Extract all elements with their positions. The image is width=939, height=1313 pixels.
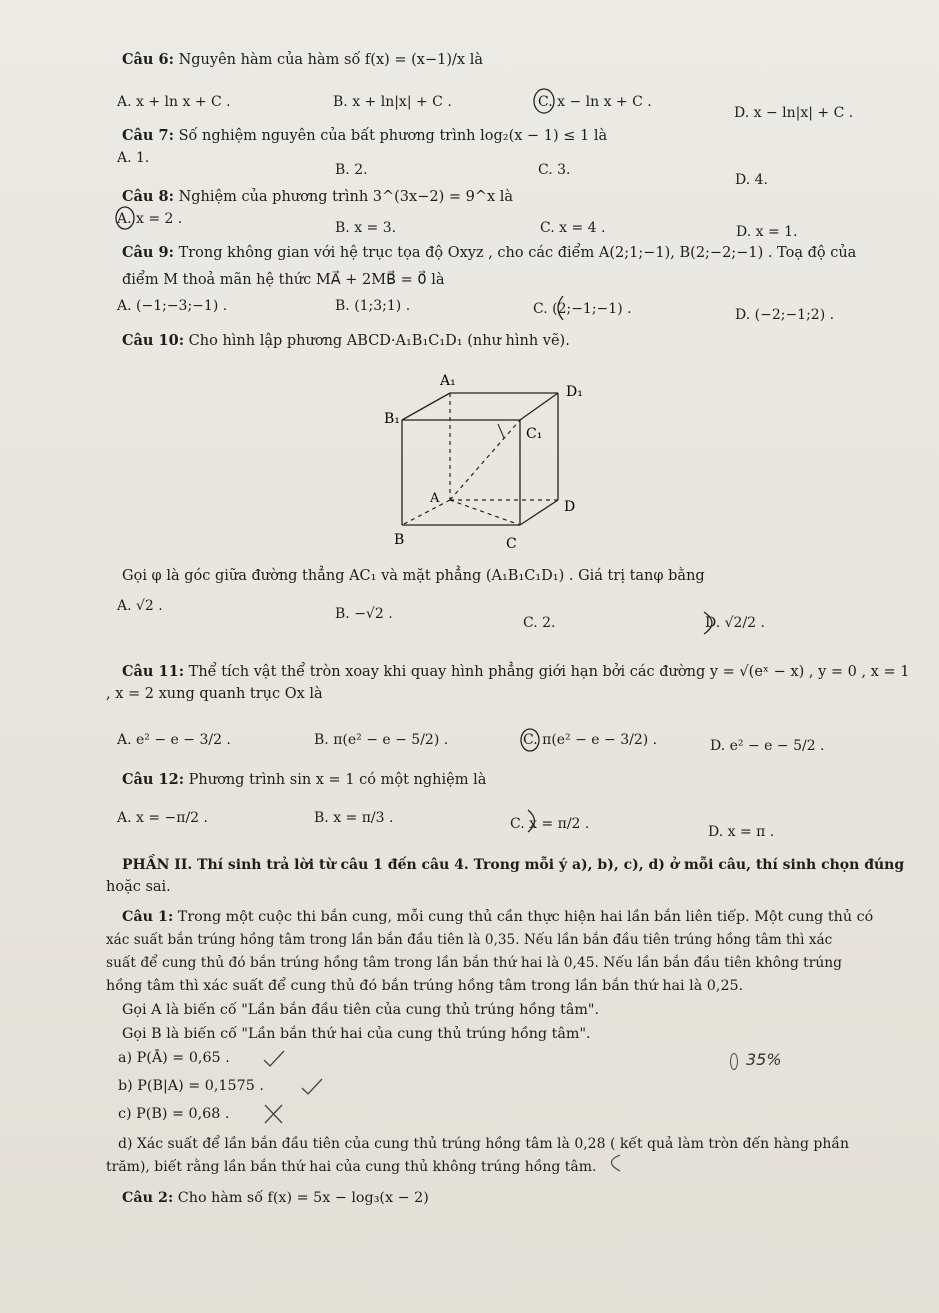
q11-stem-line2: , x = 2 xung quanh trục Ox là: [106, 686, 323, 702]
q10-option-b: B. −√2 .: [335, 606, 393, 622]
label-b1: B₁: [384, 411, 400, 427]
q8-option-c: C. x = 4 .: [540, 220, 606, 236]
q12-option-b: B. x = π/3 .: [314, 810, 394, 826]
handwritten-note: 35%: [730, 1050, 782, 1069]
q6-option-c: C. x − ln x + C .: [538, 94, 652, 110]
q12-stem: Câu 12: Phương trình sin x = 1 có một nghiệm là: [122, 771, 487, 788]
q9-option-b: B. (1;3;1) .: [335, 298, 411, 314]
p2q1-line3: suất để cung thủ đó bắn trúng hồng tâm trong lần bắn thứ hai là 0,45. Nếu lần bắn đầu tiên không trúng: [106, 955, 842, 971]
q8-option-b: B. x = 3.: [335, 220, 397, 236]
p2q1-line2: xác suất bắn trúng hồng tâm trong lần bắn đầu tiên là 0,35. Nếu lần bắn đầu tiên trúng hồng tâm thì xác: [106, 932, 833, 948]
q7-option-c: C. 3.: [538, 162, 571, 178]
q10-stem: Câu 10: Cho hình lập phương ABCD·A₁B₁C₁D₁ (như hình vẽ).: [122, 332, 570, 349]
label-c: C: [506, 536, 517, 552]
q9-option-d: D. (−2;−1;2) .: [735, 307, 835, 323]
p2q1-statement-d-line2: trăm), biết rằng lần bắn thứ hai của cung thủ không trúng hồng tâm.: [106, 1159, 597, 1175]
q10-option-a: A. √2 .: [117, 598, 163, 614]
edge-a1-b1: [402, 393, 450, 420]
q6-option-a: A. x + ln x + C .: [117, 94, 231, 110]
diagonal-a-c1: [450, 420, 520, 500]
edge-a-b: [402, 500, 450, 525]
label-c1: C₁: [526, 426, 543, 442]
q6-stem: Câu 6: Nguyên hàm của hàm số f(x) = (x−1)/x là: [122, 51, 483, 68]
q10-option-d: D. √2/2 .: [705, 615, 765, 631]
q9-option-a: A. (−1;−3;−1) .: [117, 298, 228, 314]
q11-option-a: A. e² − e − 3/2 .: [117, 732, 231, 748]
q10-answer-circle: [700, 608, 722, 638]
p2q1-line1: Câu 1: Trong một cuộc thi bắn cung, mỗi cung thủ cần thực hiện hai lần bắn liên tiếp. Một cung thủ có: [122, 909, 874, 925]
p2q2-stem: Câu 2: Cho hàm số f(x) = 5x − log₃(x − 2): [122, 1190, 429, 1206]
handwritten-circle: [730, 1053, 738, 1070]
q11-stem-line1: Câu 11: Thể tích vật thể tròn xoay khi quay hình phẳng giới hạn bởi các đường y = √(eˣ − x) , y = 0 , x = 1: [122, 663, 910, 680]
q12-option-c: C. x = π/2 .: [510, 816, 590, 832]
label-b: B: [394, 532, 405, 548]
q7-option-b: B. 2.: [335, 162, 368, 178]
p2q1-line5: Gọi A là biến cố "Lần bắn đầu tiên của cung thủ trúng hồng tâm".: [122, 1002, 600, 1018]
q9-stem-line2: điểm M thoả mãn hệ thức MA⃗ + 2MB⃗ = 0⃗ là: [122, 272, 445, 288]
q6-option-d: D. x − ln|x| + C .: [734, 105, 854, 121]
q8-option-d: D. x = 1.: [736, 224, 798, 240]
checkmark-a-icon: [262, 1048, 286, 1070]
q10-option-c: C. 2.: [523, 615, 556, 631]
q6-answer-circle: [532, 86, 556, 116]
p2q1-statement-b: b) P(B|A) = 0,1575 .: [118, 1078, 264, 1094]
q8-answer-circle: [113, 204, 137, 232]
q11-option-c: C. π(e² − e − 3/2) .: [523, 732, 658, 748]
label-a: A: [430, 491, 440, 506]
diagonal-a-c: [450, 500, 520, 525]
q10-question: Gọi φ là góc giữa đường thẳng AC₁ và mặt phẳng (A₁B₁C₁D₁) . Giá trị tanφ bằng: [122, 568, 705, 584]
q8-stem: Câu 8: Nghiệm của phương trình 3^(3x−2) = 9^x là: [122, 188, 514, 205]
label-d: D: [564, 499, 576, 515]
q11-answer-circle: [518, 725, 544, 755]
p2q1-statement-d-line1: d) Xác suất để lần bắn đầu tiên của cung thủ trúng hồng tâm là 0,28 ( kết quả làm tròn đến hàng phần: [118, 1136, 849, 1152]
q9-option-c: C. (2;−1;−1) .: [533, 301, 632, 317]
q11-option-b: B. π(e² − e − 5/2) .: [314, 732, 449, 748]
label-d1: D₁: [566, 384, 583, 400]
edge-d1-c1: [520, 393, 558, 420]
q9-stem-line1: Câu 9: Trong không gian với hệ trục tọa độ Oxyz , cho các điểm A(2;1;−1), B(2;−2;−1) . Toạ độ của: [122, 244, 857, 261]
q9-answer-mark: [551, 294, 567, 322]
q12-answer-mark: [525, 806, 543, 836]
part2-heading-line2: hoặc sai.: [106, 879, 171, 895]
label-a1: A₁: [440, 373, 456, 389]
p2q1-line6: Gọi B là biến cố "Lần bắn thứ hai của cung thủ trúng hồng tâm".: [122, 1026, 591, 1042]
q11-option-d: D. e² − e − 5/2 .: [710, 738, 825, 754]
part2-heading-line1: PHẦN II. Thí sinh trả lời từ câu 1 đến câu 4. Trong mỗi ý a), b), c), d) ở mỗi câu, thí sinh chọn đúng: [122, 857, 905, 873]
cube-figure: [360, 360, 590, 555]
p2q1-line4: hồng tâm thì xác suất để cung thủ đó bắn trúng hồng tâm trong lần bắn thứ hai là 0,25.: [106, 978, 744, 994]
q8-option-a: A. x = 2 .: [117, 211, 183, 227]
q7-option-d: D. 4.: [735, 172, 768, 188]
checkmark-b-icon: [300, 1076, 324, 1098]
q12-option-d: D. x = π .: [708, 824, 775, 840]
p2q1-statement-c: c) P(B) = 0,68 .: [118, 1106, 230, 1122]
edge-c-d: [520, 500, 558, 525]
q7-option-a: A. 1.: [117, 150, 150, 166]
p2q1-statement-a: a) P(Ā) = 0,65 .: [118, 1050, 230, 1066]
q6-option-b: B. x + ln|x| + C .: [333, 94, 452, 110]
angle-tick: [498, 424, 504, 438]
q12-option-a: A. x = −π/2 .: [117, 810, 208, 826]
q7-stem: Câu 7: Số nghiệm nguyên của bất phương trình log₂(x − 1) ≤ 1 là: [122, 127, 608, 144]
cross-mark-c-icon: [262, 1102, 286, 1126]
handwritten-arc: [600, 1152, 624, 1174]
